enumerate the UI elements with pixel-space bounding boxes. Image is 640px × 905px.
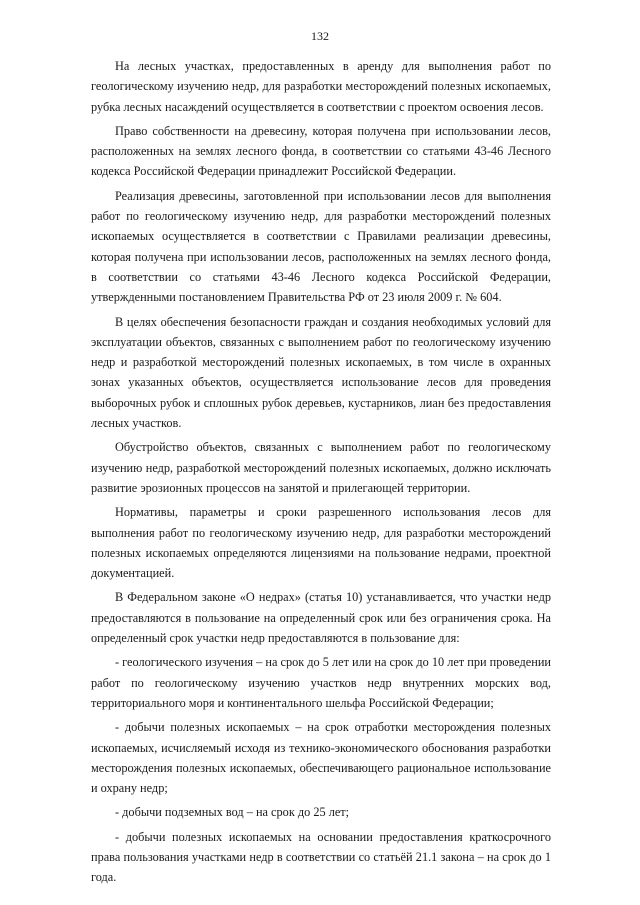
page-number: 132 — [311, 29, 329, 43]
list-item — [91, 827, 551, 888]
list-item-text: - добычи полезных ископаемых на основании предоставления краткосрочного права пользования участками недр в соответствии со статьёй 21.1 закона – на срок до 1 года. — [91, 829, 551, 885]
list-item-text: - добычи подземных вод – на срок до 25 лет; — [115, 805, 350, 820]
paragraph — [91, 312, 551, 434]
paragraph-text: Право собственности на древесину, которая получена при использовании лесов, расположенных на землях лесного фонда, в соответствии со статьями 43-46 Лесного кодекса Российской Федерации принадлежит Российской Федерации. — [91, 123, 551, 179]
paragraph — [91, 121, 551, 182]
paragraph — [91, 186, 551, 308]
paragraph-text: Обустройство объектов, связанных с выполнением работ по геологическому изучению недр, разработкой месторождений полезных ископаемых, должно исключать развитие эрозионных процессов на занятой и прилегающей территории. — [91, 440, 551, 495]
list-item-text: - добычи полезных ископаемых – на срок отработки месторождения полезных ископаемых, исчисляемый исходя из технико-экономического обоснования разработки месторождения полезных ископаемых, обеспечивающего рациональное использование и охрану недр; — [91, 720, 551, 796]
paragraph-text: На лесных участках, предоставленных в аренду для выполнения работ по геологическому изучению недр, для разработки месторождений полезных ископаемых, рубка лесных насаждений осуществляется в соответствии с проектом освоения лесов. — [91, 59, 551, 114]
list-item-text: - геологического изучения – на срок до 5 лет или на срок до 10 лет при проведении работ по геологическому изучению участков недр внутренних морских вод, территориального моря и континентального шельфа Российской Федерации; — [91, 655, 551, 710]
list-item — [91, 717, 551, 798]
paragraph-text: В Федеральном законе «О недрах» (статья 10) устанавливается, что участки недр предоставляются в пользование на определенный срок или без ограничения срока. На определенный срок участки недр предоставляются в пользование для: — [91, 590, 551, 646]
list-item — [91, 802, 551, 822]
paragraph — [91, 587, 551, 648]
document-body — [91, 56, 551, 892]
paragraph-text: Нормативы, параметры и сроки разрешенного использования лесов для выполнения работ по геологическому изучению недр, для разработки месторождений полезных ископаемых определяются лицензиями на пользование недрами, проектной документацией. — [91, 505, 551, 581]
paragraph — [91, 502, 551, 583]
paragraph-text: Реализация древесины, заготовленной при использовании лесов для выполнения работ по геологическому изучению недр, для разработки месторождений полезных ископаемых осуществляется в соответствии с Правилами реализации древесины, которая получена при использовании лесов, расположенных на землях лесного фонда, в соответствии со статьями 43-46 Лесного кодекса Российской Федерации, утвержденными постановлением Правительства РФ от 23 июля 2009 г. № 604. — [91, 188, 551, 305]
list-item — [91, 652, 551, 713]
paragraph — [91, 437, 551, 498]
paragraph — [91, 56, 551, 117]
paragraph-text: В целях обеспечения безопасности граждан и создания необходимых условий для эксплуатации объектов, связанных с выполнением работ по геологическому изучению недр и разработкой месторождений полезных ископаемых, в том числе в охранных зонах указанных объектов, осуществляется использование лесов для проведения выборочных рубок и сплошных рубок деревьев, кустарников, лиан без предоставления лесных участков. — [91, 314, 551, 431]
